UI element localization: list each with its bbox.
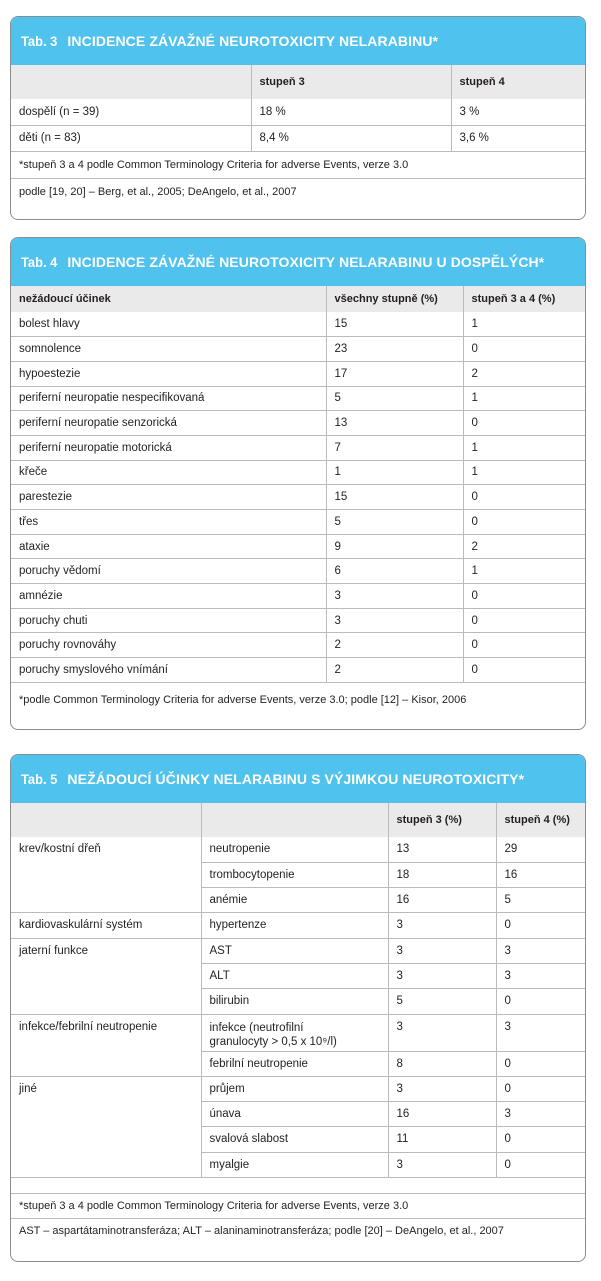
table-cell: infekce (neutrofilní granulocyty > 0,5 x 10⁹/l) (201, 1014, 388, 1051)
table-3-col-1: stupeň 3 (251, 65, 451, 99)
table-cell: 0 (463, 485, 585, 510)
table-cell: hypoestezie (11, 361, 326, 386)
table-row (11, 837, 585, 862)
table-cell: 13 (388, 837, 496, 862)
table-cell: 1 (463, 435, 585, 460)
table-4-title: INCIDENCE ZÁVAŽNÉ NEUROTOXICITY NELARABINU U DOSPĚLÝCH* (67, 254, 545, 270)
table-cell: 0 (463, 584, 585, 609)
category-cell: jiné (11, 1076, 201, 1177)
table-cell: 3,6 % (451, 125, 585, 151)
table-cell: svalová slabost (201, 1127, 388, 1152)
table-cell: poruchy smyslového vnímání (11, 658, 326, 683)
table-cell: 5 (326, 510, 463, 535)
table-cell: 1 (463, 460, 585, 485)
table-3-number: Tab. 3 (21, 33, 58, 49)
table-cell: 2 (463, 534, 585, 559)
table-cell: 2 (326, 633, 463, 658)
table-cell: 9 (326, 534, 463, 559)
table-5-note: *stupeň 3 a 4 podle Common Terminology Criteria for adverse Events, verze 3.0 (11, 1193, 585, 1218)
table-cell: neutropenie (201, 837, 388, 862)
table-cell: 15 (326, 312, 463, 337)
table-5-col-1 (201, 803, 388, 837)
table-cell: děti (n = 83) (11, 125, 251, 151)
table-row (11, 584, 585, 609)
table-row (11, 337, 585, 362)
table-5-source: AST – aspartátaminotransferáza; ALT – alaninaminotransferáza; podle [20] – DeAngelo, et al., 2007 (11, 1218, 585, 1243)
table-3-col-2: stupeň 4 (451, 65, 585, 99)
table-4-card (10, 237, 586, 730)
table-cell: 3 (496, 1014, 585, 1051)
table-cell: bolest hlavy (11, 312, 326, 337)
table-row (11, 534, 585, 559)
table-cell: 11 (388, 1127, 496, 1152)
table-row (11, 1014, 585, 1051)
table-row (11, 913, 585, 938)
table-4-header (11, 238, 585, 286)
table-cell: 3 (388, 963, 496, 988)
table-row (11, 386, 585, 411)
table-cell: 5 (326, 386, 463, 411)
table-3-header (11, 17, 585, 65)
table-cell: 5 (388, 989, 496, 1014)
table-cell: 0 (463, 633, 585, 658)
table-cell: 0 (463, 658, 585, 683)
table-cell: 1 (463, 559, 585, 584)
category-cell: kardiovaskulární systém (11, 913, 201, 938)
table-cell: 17 (326, 361, 463, 386)
table-row (11, 125, 585, 151)
table-cell: 0 (463, 510, 585, 535)
table-cell: 0 (496, 1076, 585, 1101)
table-row (11, 99, 585, 125)
table-row (11, 658, 585, 683)
table-cell: 29 (496, 837, 585, 862)
table-cell: 3 (388, 1076, 496, 1101)
table-cell: periferní neuropatie motorická (11, 435, 326, 460)
table-cell: 13 (326, 411, 463, 436)
table-cell: hypertenze (201, 913, 388, 938)
table-cell: periferní neuropatie senzorická (11, 411, 326, 436)
table-cell: 18 (388, 862, 496, 887)
table-cell: 3 (388, 1152, 496, 1177)
table-cell: 8 (388, 1051, 496, 1076)
table-cell: parestezie (11, 485, 326, 510)
table-4-number: Tab. 4 (21, 254, 58, 270)
table-row (11, 485, 585, 510)
table-cell: anémie (201, 888, 388, 913)
table-cell: 0 (496, 989, 585, 1014)
table-5-card (10, 754, 586, 1262)
table-cell: poruchy vědomí (11, 559, 326, 584)
table-cell: febrilní neutropenie (201, 1051, 388, 1076)
category-cell: jaterní funkce (11, 938, 201, 1014)
table-cell: 3 (496, 938, 585, 963)
table-cell: poruchy chuti (11, 608, 326, 633)
table-cell: myalgie (201, 1152, 388, 1177)
table-cell: 16 (388, 888, 496, 913)
table-5-header (11, 755, 585, 803)
table-5-col-3: stupeň 4 (%) (496, 803, 585, 837)
table-4-col-2: stupeň 3 a 4 (%) (463, 286, 585, 312)
table-cell: 2 (463, 361, 585, 386)
table-cell: 8,4 % (251, 125, 451, 151)
table-3-source: podle [19, 20] – Berg, et al., 2005; DeAngelo, et al., 2007 (11, 178, 585, 204)
table-row (11, 312, 585, 337)
table-cell: 0 (463, 411, 585, 436)
table-3 (11, 65, 585, 152)
table-cell: 0 (463, 337, 585, 362)
table-cell: 3 (326, 608, 463, 633)
table-cell: 3 (388, 913, 496, 938)
table-cell: 1 (463, 386, 585, 411)
table-row (11, 411, 585, 436)
table-cell: 3 (326, 584, 463, 609)
table-cell: 7 (326, 435, 463, 460)
table-5-number: Tab. 5 (21, 771, 58, 787)
table-row (11, 361, 585, 386)
table-row (11, 510, 585, 535)
table-cell: 0 (463, 608, 585, 633)
category-cell: infekce/febrilní neutropenie (11, 1014, 201, 1076)
table-cell: poruchy rovnováhy (11, 633, 326, 658)
table-row (11, 460, 585, 485)
table-4 (11, 286, 585, 683)
table-5 (11, 803, 585, 1178)
table-cell: 3 (496, 1102, 585, 1127)
table-cell: 0 (496, 1127, 585, 1152)
table-cell: bilirubin (201, 989, 388, 1014)
table-cell: 1 (326, 460, 463, 485)
table-cell: 16 (388, 1102, 496, 1127)
table-cell: 23 (326, 337, 463, 362)
table-cell: 0 (496, 1051, 585, 1076)
table-cell: AST (201, 938, 388, 963)
table-cell: 3 (496, 963, 585, 988)
table-4-note: *podle Common Terminology Criteria for adverse Events, verze 3.0; podle [12] – Kisor, 2006 (19, 693, 467, 706)
table-cell: ALT (201, 963, 388, 988)
table-cell: ataxie (11, 534, 326, 559)
table-3-title: INCIDENCE ZÁVAŽNÉ NEUROTOXICITY NELARABINU* (67, 33, 439, 49)
table-cell: 3 % (451, 99, 585, 125)
table-row (11, 559, 585, 584)
table-cell: 16 (496, 862, 585, 887)
table-cell: somnolence (11, 337, 326, 362)
table-cell: 2 (326, 658, 463, 683)
table-row (11, 938, 585, 963)
table-row (11, 608, 585, 633)
table-4-col-0: nežádoucí účinek (19, 293, 111, 305)
table-cell: dospělí (n = 39) (11, 99, 251, 125)
category-cell: krev/kostní dřeň (11, 837, 201, 913)
table-3-col-0 (11, 65, 251, 99)
table-3-note: *stupeň 3 a 4 podle Common Terminology Criteria for adverse Events, verze 3.0 (19, 158, 409, 171)
table-row (11, 1076, 585, 1101)
table-cell: třes (11, 510, 326, 535)
table-row (11, 435, 585, 460)
table-cell: amnézie (11, 584, 326, 609)
table-cell: periferní neuropatie nespecifikovaná (11, 386, 326, 411)
table-cell: 15 (326, 485, 463, 510)
table-5-col-0 (11, 803, 201, 837)
table-cell: 3 (388, 938, 496, 963)
table-4-col-1: všechny stupně (%) (326, 286, 463, 312)
table-cell: 5 (496, 888, 585, 913)
table-cell: únava (201, 1102, 388, 1127)
table-cell: 1 (463, 312, 585, 337)
table-5-col-2: stupeň 3 (%) (388, 803, 496, 837)
table-cell: křeče (11, 460, 326, 485)
table-cell: 6 (326, 559, 463, 584)
table-cell: 0 (496, 1152, 585, 1177)
table-cell: 3 (388, 1014, 496, 1051)
table-cell: průjem (201, 1076, 388, 1101)
table-row (11, 633, 585, 658)
table-3-card (10, 16, 586, 220)
table-cell: 18 % (251, 99, 451, 125)
table-cell: trombocytopenie (201, 862, 388, 887)
table-cell: 0 (496, 913, 585, 938)
table-5-title: NEŽÁDOUCÍ ÚČINKY NELARABINU S VÝJIMKOU NEUROTOXICITY* (67, 771, 525, 787)
